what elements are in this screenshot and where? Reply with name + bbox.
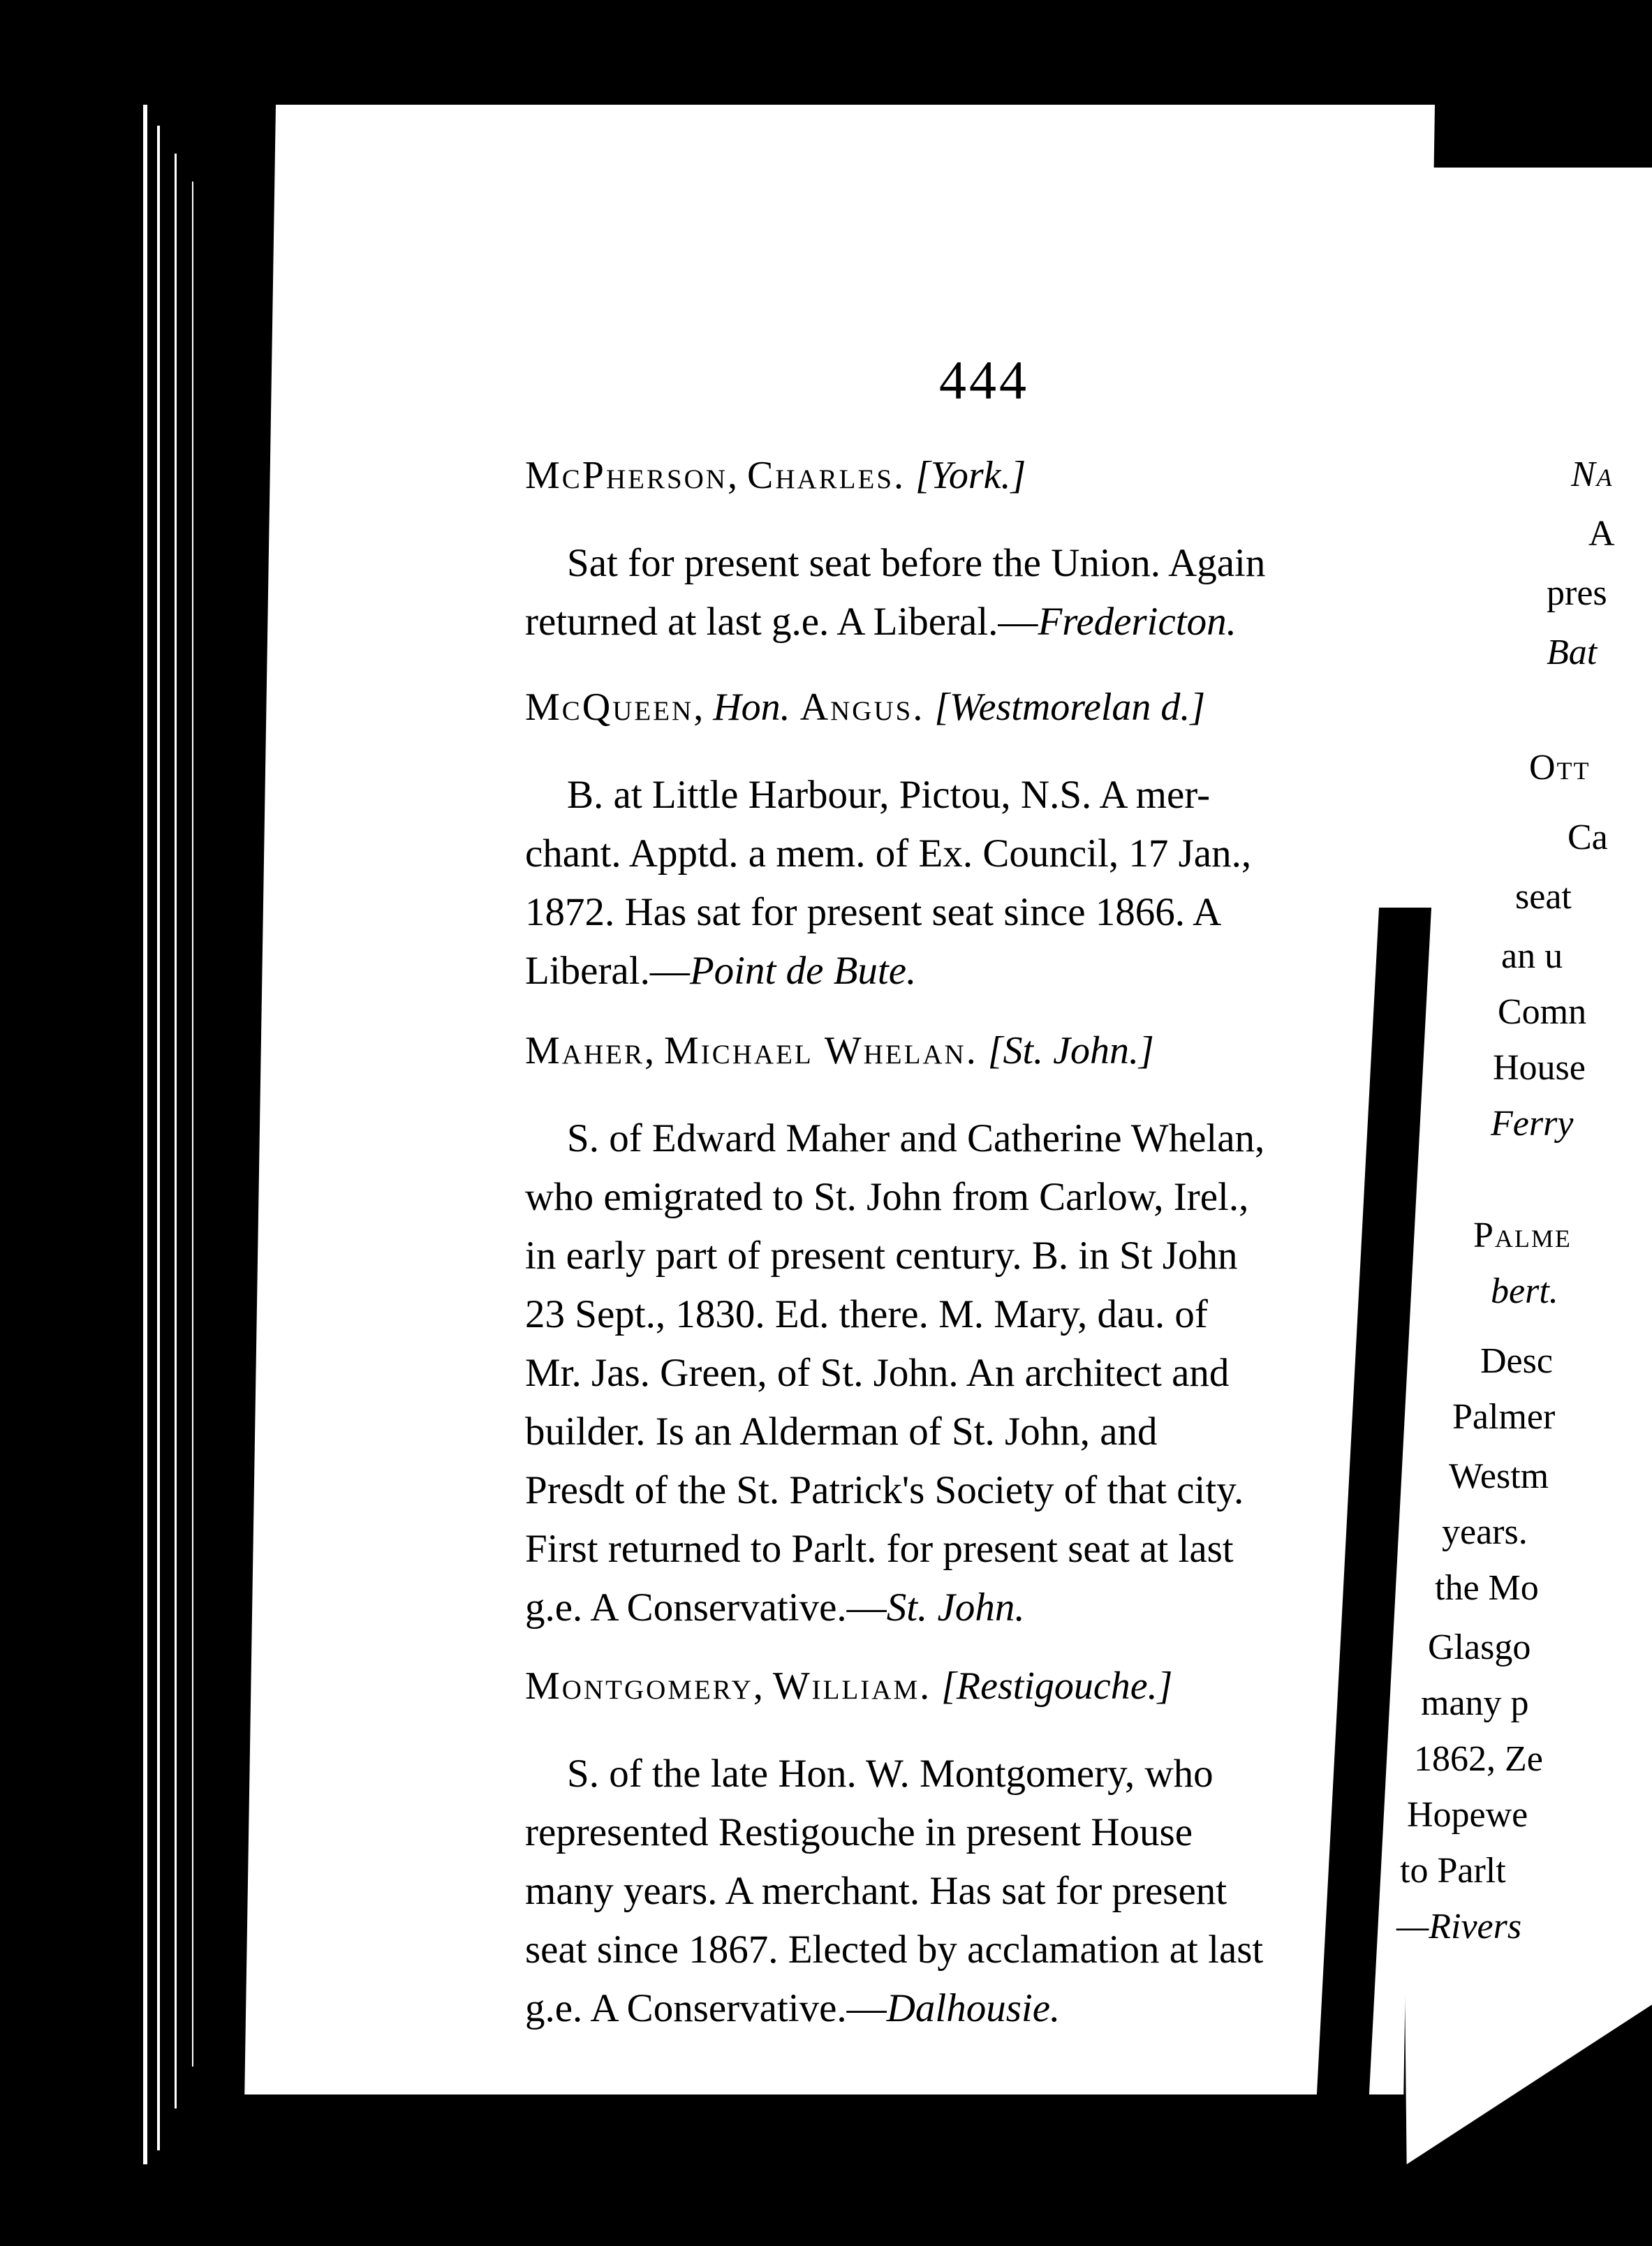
entry-body <box>525 1745 1433 2038</box>
book-spine-edge <box>175 154 177 2108</box>
entry-given-name: Charles. <box>746 454 906 497</box>
right-page-fragment: A <box>1588 514 1615 554</box>
entry-body <box>525 534 1433 651</box>
right-page-fragment: House <box>1493 1048 1586 1088</box>
entry-residence: Fredericton. <box>1038 600 1237 644</box>
book-spine-edge <box>192 182 193 2067</box>
entry-surname: Montgomery <box>525 1664 753 1708</box>
entry-mcpherson <box>525 456 1433 651</box>
entry-body-line: many years. A merchant. Has sat for present <box>525 1869 1227 1913</box>
right-page-fragment: seat <box>1515 877 1572 917</box>
entry-body <box>525 766 1433 1000</box>
entry-constituency: [St. John.] <box>987 1029 1154 1072</box>
entry-surname: Maher <box>525 1029 644 1072</box>
entry-body-line: g.e. A Conservative.—St. John. <box>525 1586 1025 1630</box>
right-page-fragment: bert. <box>1491 1271 1558 1311</box>
right-page-fragment: Na <box>1571 455 1614 494</box>
entry-body-line: First returned to Parlt. for present seat at last <box>525 1527 1234 1571</box>
entry-heading: Maher, Michael Whelan. [St. John.] <box>525 1029 1154 1072</box>
entry-body-line: seat since 1867. Elected by acclamation at last <box>525 1928 1264 1972</box>
page-number: 444 <box>939 350 1029 411</box>
entry-body-line: 23 Sept., 1830. Ed. there. M. Mary, dau. of <box>525 1292 1208 1336</box>
entry-body-line: returned at last g.e. A Liberal.—Fredericton. <box>525 600 1237 644</box>
entry-heading: McQueen, Hon. Angus. [Westmorelan d.] <box>525 686 1206 729</box>
right-page-fragment: an u <box>1501 936 1563 976</box>
entry-body <box>525 1109 1433 1637</box>
right-page-fragment: to Parlt <box>1400 1851 1506 1891</box>
right-page-fragment: Ott <box>1529 748 1591 788</box>
right-page-fragment: Glasgo <box>1428 1627 1531 1667</box>
entry-residence: Dalhousie. <box>886 1986 1061 2030</box>
right-page-fragment: Palme <box>1473 1216 1572 1255</box>
entry-body-line: Sat for present seat before the Union. Again <box>567 541 1266 585</box>
entry-constituency: [Restigouche.] <box>941 1664 1173 1708</box>
right-page-fragment: Ferry <box>1491 1104 1574 1144</box>
right-page-fragment: the Mo <box>1435 1568 1539 1608</box>
entry-body-line: in early part of present century. B. in St John <box>525 1234 1238 1278</box>
entry-body-line: represented Restigouche in present House <box>525 1810 1193 1854</box>
entry-body-line: Presdt of the St. Patrick's Society of that city. <box>525 1468 1244 1512</box>
entry-heading: Montgomery, William. [Restigouche.] <box>525 1664 1173 1708</box>
book-spine-edge <box>157 126 160 2150</box>
entry-title: Hon. <box>713 686 790 729</box>
right-page-fragment: Ca <box>1568 818 1608 857</box>
book-spine-edge <box>143 105 147 2164</box>
entry-maher <box>525 1031 1433 1637</box>
entry-body-line: B. at Little Harbour, Pictou, N.S. A mer- <box>567 773 1211 817</box>
entry-body-line: builder. Is an Alderman of St. John, and <box>525 1410 1158 1454</box>
right-page-fragment: 1862, Ze <box>1414 1739 1543 1779</box>
right-page-fragment: pres <box>1547 573 1607 613</box>
entry-given-name: Angus. <box>799 686 925 729</box>
right-page-fragment: Hopewe <box>1407 1795 1528 1835</box>
entry-body-line: 1872. Has sat for present seat since 1866. A <box>525 890 1222 934</box>
right-page-fragment: many p <box>1421 1683 1529 1723</box>
entry-body-line: who emigrated to St. John from Carlow, Irel., <box>525 1175 1249 1219</box>
entry-residence: Point de Bute. <box>689 949 917 993</box>
right-page-fragment: Bat <box>1547 633 1598 672</box>
entry-residence: St. John. <box>886 1586 1025 1630</box>
right-page-fragment: years. <box>1442 1512 1528 1552</box>
entry-heading: McPherson, Charles. [York.] <box>525 454 1026 497</box>
entry-surname: McQueen <box>525 686 694 729</box>
entry-mcqueen <box>525 688 1433 1000</box>
entry-body-line: Mr. Jas. Green, of St. John. An architect and <box>525 1351 1230 1395</box>
entry-surname: McPherson <box>525 454 728 497</box>
entry-body-line: g.e. A Conservative.—Dalhousie. <box>525 1986 1061 2030</box>
entry-montgomery <box>525 1664 1433 2038</box>
entry-given-name: Michael Whelan. <box>663 1029 978 1072</box>
right-page-fragment: Palmer <box>1452 1397 1556 1437</box>
entry-body-line: S. of the late Hon. W. Montgomery, who <box>567 1752 1214 1796</box>
entry-given-name: William. <box>772 1664 932 1708</box>
entry-body-line: Liberal.—Point de Bute. <box>525 949 917 993</box>
right-page-fragment: Desc <box>1480 1341 1553 1381</box>
right-page-fragment: —Rivers <box>1396 1907 1522 1946</box>
right-page-fragment: Comn <box>1498 992 1587 1032</box>
entry-body-line: S. of Edward Maher and Catherine Whelan, <box>567 1116 1265 1160</box>
right-page-fragment: Westm <box>1449 1456 1549 1496</box>
entry-constituency: [Westmorelan d.] <box>934 686 1206 729</box>
entry-body-line: chant. Apptd. a mem. of Ex. Council, 17 Jan., <box>525 832 1252 876</box>
entry-constituency: [York.] <box>915 454 1026 497</box>
